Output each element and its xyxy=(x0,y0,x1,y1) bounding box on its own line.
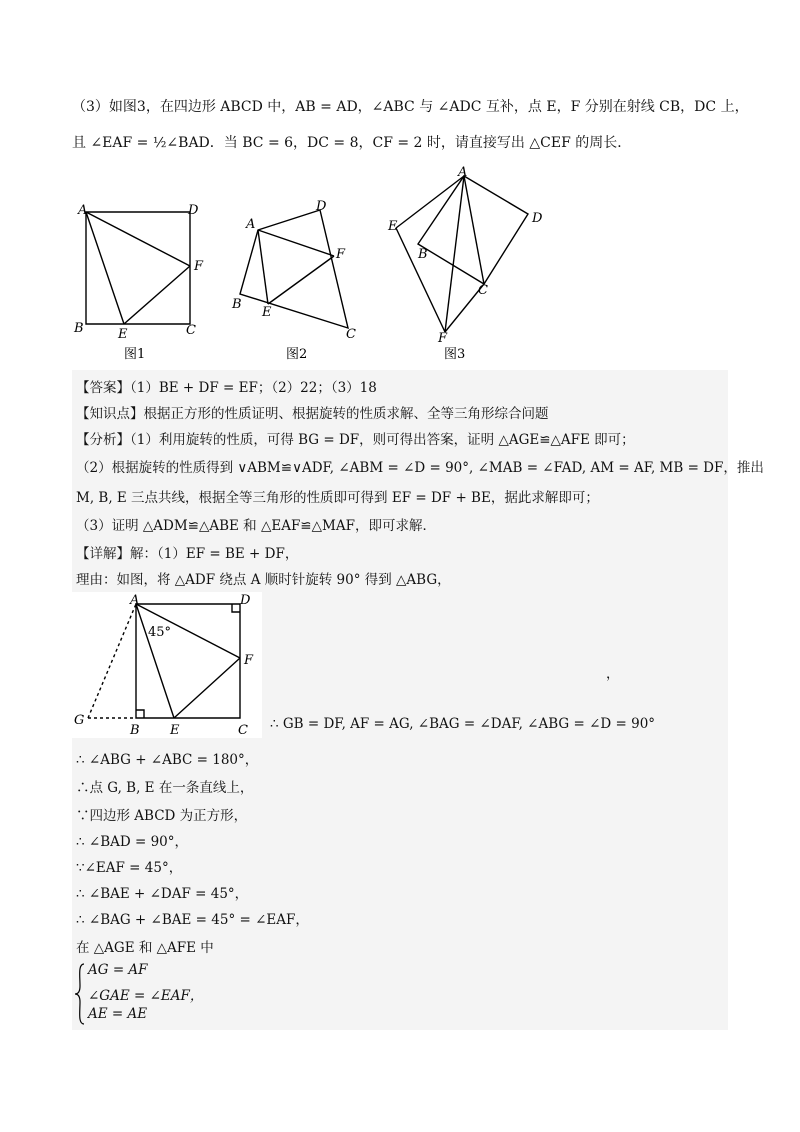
proof-label-b: B xyxy=(130,723,140,738)
fig3-label-a: A xyxy=(458,166,468,180)
proof-step-6: ∴ ∠BAE + ∠DAF = 45°， xyxy=(76,886,249,902)
system-brace xyxy=(74,962,86,1026)
system-line-2: ∠GAE = ∠EAF， xyxy=(88,988,204,1004)
fig2-label-e: E xyxy=(262,305,272,320)
proof-step-4: ∴ ∠BAD = 90°， xyxy=(76,834,189,850)
detail-line-2: 理由：如图，将 △ADF 绕点 A 顺时针旋转 90° 得到 △ABG， xyxy=(76,572,451,588)
knowledge-line: 【知识点】根据正方形的性质证明、根据旋转的性质求解、全等三角形综合问题 xyxy=(76,406,549,422)
detail-line-1: 【详解】解：（1）EF = BE + DF， xyxy=(76,546,299,562)
proof-label-a: A xyxy=(130,593,140,608)
proof-step-1: ∴ ∠ABG + ∠ABC = 180°， xyxy=(76,752,259,768)
fig1-label-a: A xyxy=(78,203,88,218)
proof-angle-label: 45° xyxy=(148,625,172,640)
fig2-label-f: F xyxy=(336,247,346,262)
fig2-label-d: D xyxy=(316,199,327,214)
fig2-label-b: B xyxy=(232,297,242,312)
fig3-label-e: E xyxy=(388,219,398,234)
comma-mark: ， xyxy=(606,666,620,682)
proof-step-3: ∵四边形 ABCD 为正方形， xyxy=(76,808,248,824)
proof-label-d: D xyxy=(240,593,251,608)
analysis-line-4: （3）证明 △ADM≌△ABE 和 △EAF≌△MAF，即可求解． xyxy=(76,518,436,534)
fig1-caption: 图1 xyxy=(124,347,146,362)
fig3-label-f: F xyxy=(438,331,448,346)
proof-label-f: F xyxy=(244,653,254,668)
fig3-label-b: B xyxy=(418,247,428,262)
proof-label-c: C xyxy=(238,723,248,738)
proof-step-7: ∴ ∠BAG + ∠BAE = 45° = ∠EAF， xyxy=(76,912,309,928)
proof-label-g: G xyxy=(74,713,85,728)
analysis-line-2: （2）根据旋转的性质得到 ∨ABM≌∨ADF, ∠ABM = ∠D = 90°, ∠MAB = ∠FAD, AM = AF, MB = DF，推出 xyxy=(76,460,764,476)
analysis-line-1: 【分析】（1）利用旋转的性质，可得 BG = DF，则可得出答案，证明 △AGE≌△AFE 即可； xyxy=(76,432,635,448)
answer-line: 【答案】（1）BE + DF = EF；（2）22；（3）18 xyxy=(76,380,377,396)
therefore-line: ∴ GB = DF, AF = AG, ∠BAG = ∠DAF, ∠ABG = ∠D = 90° xyxy=(270,716,656,732)
proof-step-8: 在 △AGE 和 △AFE 中 xyxy=(76,940,214,956)
fig3-caption: 图3 xyxy=(444,347,466,362)
fig3-label-c: C xyxy=(478,283,488,298)
fig1-label-c: C xyxy=(186,323,196,338)
proof-step-5: ∵∠EAF = 45°， xyxy=(76,860,183,876)
system-line-3: AE = AE xyxy=(88,1006,148,1022)
fig2-label-a: A xyxy=(246,217,256,232)
proof-figure xyxy=(72,592,262,738)
fig1-label-e: E xyxy=(118,327,128,342)
fig3-label-d: D xyxy=(532,211,543,226)
fig1-label-f: F xyxy=(194,259,204,274)
proof-step-2: ∴点 G, B, E 在一条直线上， xyxy=(76,780,254,796)
analysis-line-3: M, B, E 三点共线，根据全等三角形的性质即可得到 EF = DF + BE，据此求解即可； xyxy=(76,490,599,506)
fig1-label-b: B xyxy=(74,321,84,336)
system-line-1: AG = AF xyxy=(88,962,148,978)
proof-label-e: E xyxy=(170,723,180,738)
fig2-caption: 图2 xyxy=(286,347,308,362)
problem-figures xyxy=(72,166,572,366)
problem-line-1: （3）如图3，在四边形 ABCD 中，AB = AD，∠ABC 与 ∠ADC 互补，点 E，F 分别在射线 CB，DC 上， xyxy=(72,99,749,115)
fig1-label-d: D xyxy=(188,203,199,218)
problem-line-2: 且 ∠EAF = ½∠BAD．当 BC = 6，DC = 8，CF = 2 时，请直接写出 △CEF 的周长． xyxy=(72,135,632,151)
fig2-label-c: C xyxy=(346,327,356,342)
